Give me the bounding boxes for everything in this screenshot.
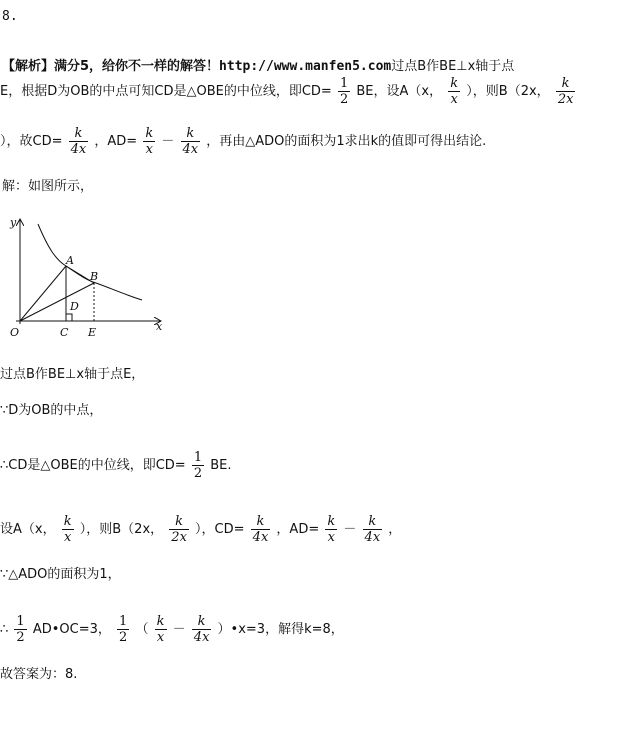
fraction-k-over-4x: $\frac{k}{4x}$: [182, 126, 199, 157]
fraction-k-over-x: $\frac{k}{x}$: [327, 514, 336, 545]
analysis-l2-c: ），则B（2x，: [466, 84, 550, 99]
fraction-k-over-x: $\frac{k}{x}$: [145, 126, 154, 157]
analysis-l3-c: －: [161, 134, 175, 149]
analysis-line-1: [2, 58, 514, 76]
fraction-k-over-x: $\frac{k}{x}$: [156, 614, 165, 645]
fraction-k-over-4x: $\frac{k}{4x}$: [364, 514, 381, 545]
solution-step-6: [0, 614, 344, 645]
hyperbola-curve: [38, 224, 142, 300]
fraction-k-over-2x: $\frac{k}{2x}$: [171, 514, 187, 545]
solution-step-2: ∵D为OB的中点，: [0, 403, 103, 418]
analysis-l3-d: ，再由△ADO的面积为1求出k的值即可得出结论.: [206, 134, 487, 149]
analysis-line-2: [0, 76, 577, 107]
label-A: A: [66, 254, 74, 267]
fraction-k-over-x: $\frac{k}{x}$: [63, 514, 72, 545]
label-D: D: [70, 300, 79, 313]
label-E: E: [88, 326, 97, 339]
solution-step-1: 过点B作BE⊥x轴于点E，: [0, 367, 145, 382]
fraction-one-half: $\frac{1}{2}$: [16, 614, 25, 645]
solution-s6-e: ）•x=3，解得k=8，: [217, 622, 344, 637]
label-B: B: [90, 270, 99, 283]
source-url: http://www.manfen5.com: [219, 59, 392, 74]
fraction-one-half: $\frac{1}{2}$: [193, 450, 203, 481]
solution-s3-a: ∴CD是△OBE的中位线，即CD=: [0, 458, 186, 473]
geometry-figure: [4, 212, 176, 342]
solution-s3-b: BE.: [210, 458, 232, 473]
solution-step-5: ∵△ADO的面积为1，: [0, 567, 121, 582]
analysis-tag: 【解析】满分5，给你不一样的解答！: [2, 59, 220, 74]
solution-s4-c: ），CD=: [195, 522, 245, 537]
solution-step-4: [0, 514, 401, 545]
solution-s4-e: －: [343, 522, 357, 537]
analysis-l2-a: E，根据D为OB的中点可知CD是△OBE的中位线，即CD=: [0, 84, 332, 99]
solution-intro: 解：如图所示，: [2, 179, 94, 194]
analysis-l3-a: ），故CD=: [0, 134, 63, 149]
solution-s6-a: ∴: [0, 622, 9, 637]
answer-top: 8.: [2, 9, 18, 24]
analysis-l1-tail: 过点B作BE⊥x轴于点: [391, 59, 515, 74]
label-O: O: [10, 326, 20, 339]
solution-s6-d: －: [172, 622, 186, 637]
fraction-k-over-4x: $\frac{k}{4x}$: [193, 614, 210, 645]
solution-final-answer: 故答案为：8.: [0, 667, 78, 682]
label-y: y: [10, 216, 17, 229]
segment-OA: [20, 266, 66, 321]
analysis-l2-b: BE，设A（x，: [356, 84, 443, 99]
solution-s6-c: （: [135, 622, 149, 637]
segment-OB: [20, 283, 94, 321]
fraction-one-half: $\frac{1}{2}$: [339, 76, 349, 107]
analysis-line-3: [0, 126, 486, 157]
label-x: x: [156, 320, 163, 333]
solution-step-3: [0, 450, 232, 481]
fraction-k-over-x: $\frac{k}{x}$: [450, 76, 459, 107]
solution-s4-d: ，AD=: [276, 522, 320, 537]
label-C: C: [60, 326, 69, 339]
solution-s4-a: 设A（x，: [0, 522, 56, 537]
solution-s4-f: ，: [388, 522, 402, 537]
fraction-k-over-2x: $\frac{k}{2x}$: [557, 76, 574, 107]
analysis-l3-b: ，AD=: [94, 134, 138, 149]
fraction-one-half: $\frac{1}{2}$: [119, 614, 128, 645]
fraction-k-over-4x: $\frac{k}{4x}$: [70, 126, 87, 157]
solution-s4-b: ），则B（2x，: [79, 522, 164, 537]
right-angle-mark: [66, 314, 72, 321]
fraction-k-over-4x: $\frac{k}{4x}$: [252, 514, 269, 545]
solution-s6-b: AD•OC=3，: [32, 622, 111, 637]
